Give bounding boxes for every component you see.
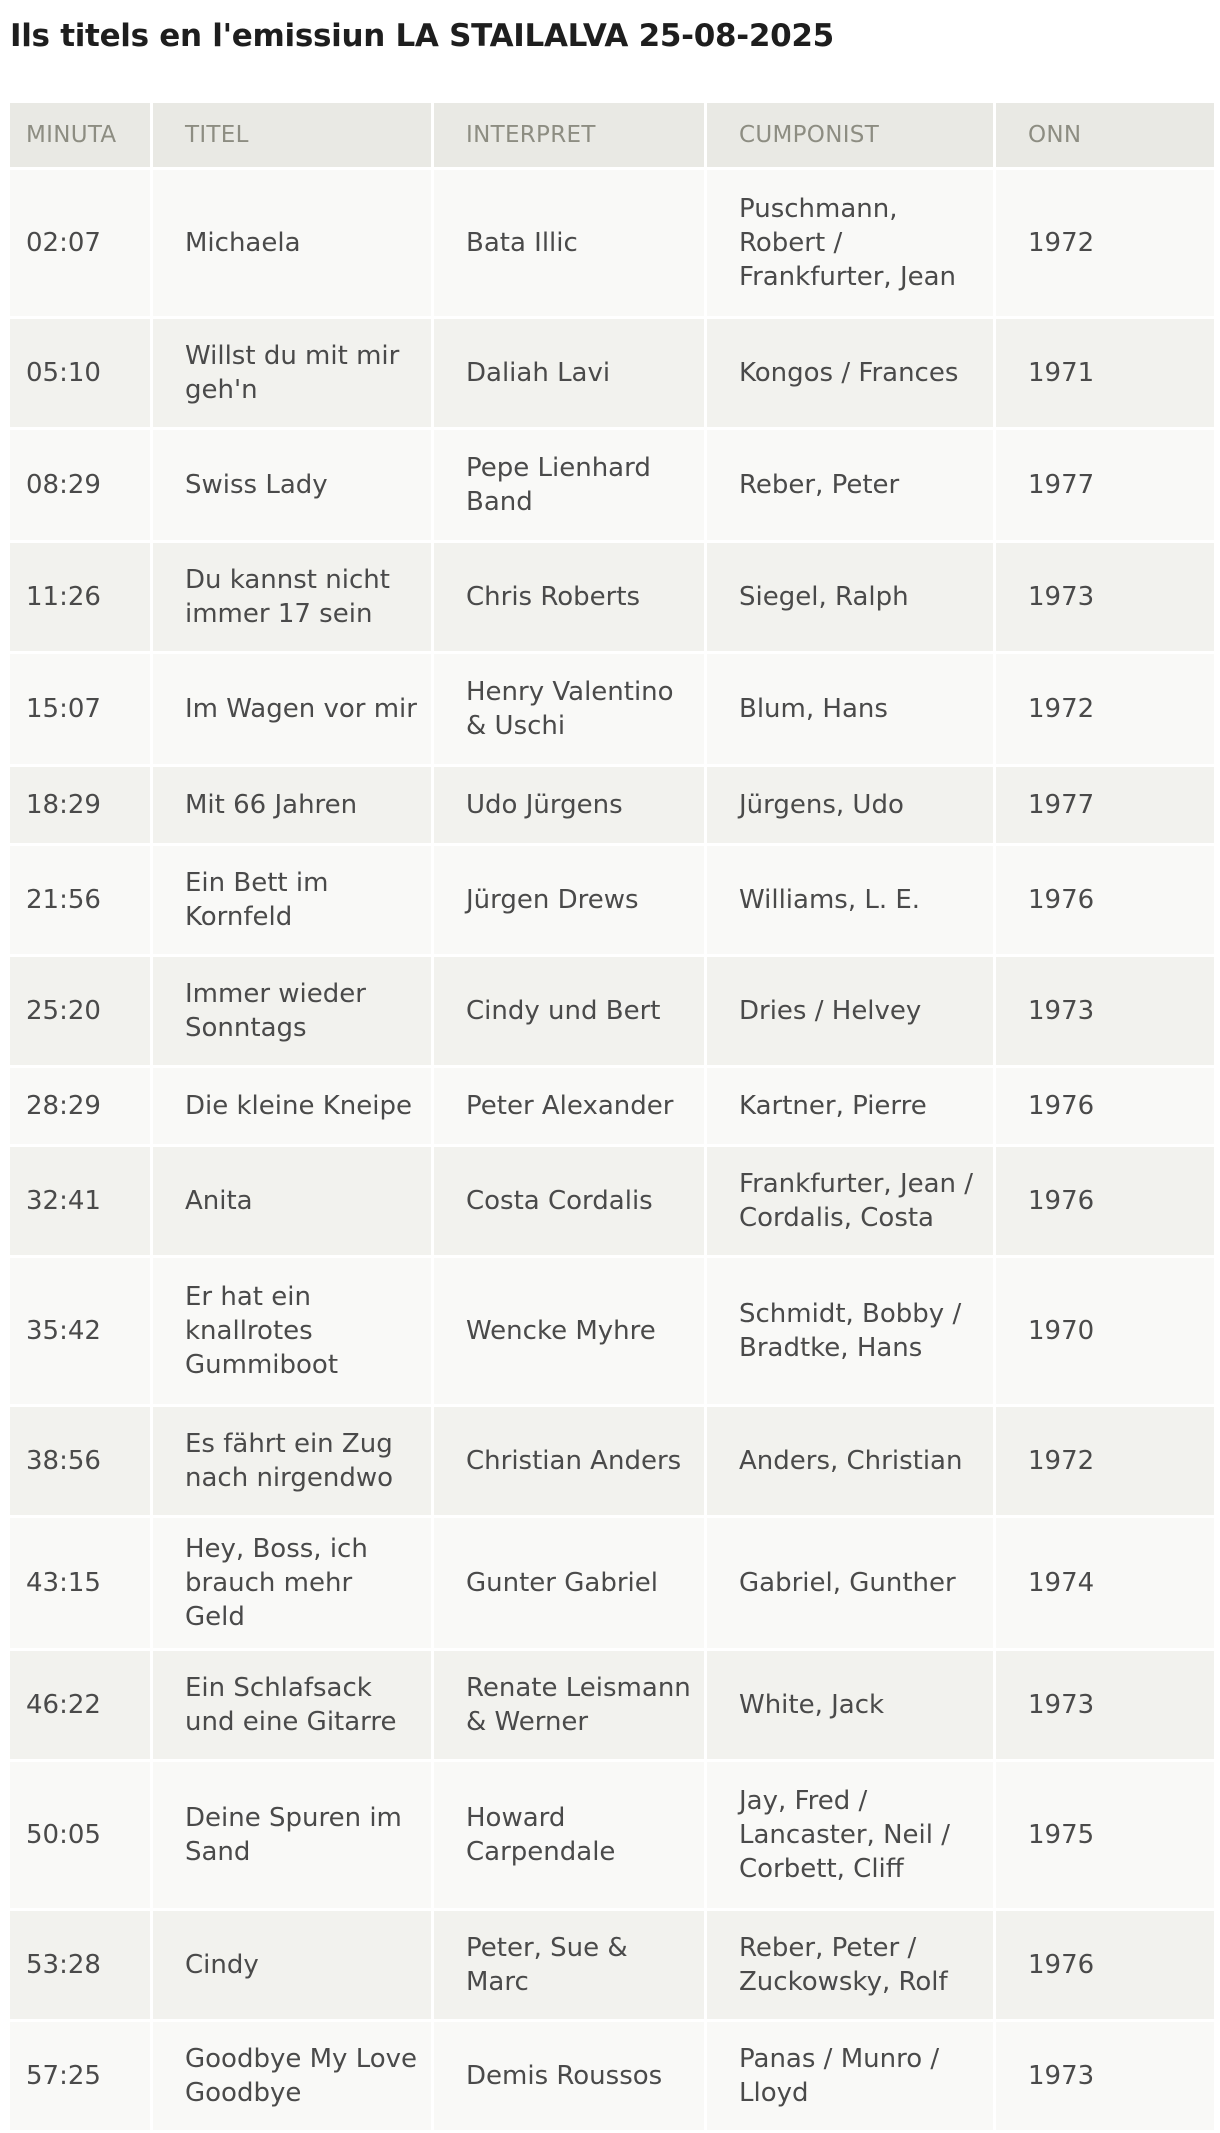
cell-artist: Renate Leismann & Werner bbox=[434, 1651, 704, 1759]
cell-title: Du kannst nicht immer 17 sein bbox=[153, 543, 431, 651]
cell-minute: 57:25 bbox=[10, 2022, 150, 2130]
cell-artist: Costa Cordalis bbox=[434, 1147, 704, 1255]
cell-artist: Jürgen Drews bbox=[434, 846, 704, 954]
cell-composer: Reber, Peter / Zuckowsky, Rolf bbox=[707, 1911, 993, 2019]
cell-composer: Frankfurter, Jean / Cordalis, Costa bbox=[707, 1147, 993, 1255]
cell-artist: Peter Alexander bbox=[434, 1068, 704, 1144]
cell-minute: 28:29 bbox=[10, 1068, 150, 1144]
cell-artist: Peter, Sue & Marc bbox=[434, 1911, 704, 2019]
table-row bbox=[10, 1651, 1214, 1759]
cell-minute: 32:41 bbox=[10, 1147, 150, 1255]
page-title: Ils titels en l'emissiun LA STAILALVA 25-08-2025 bbox=[10, 18, 834, 54]
cell-minute: 11:26 bbox=[10, 543, 150, 651]
cell-year: 1974 bbox=[996, 1518, 1214, 1648]
cell-artist: Bata Illic bbox=[434, 170, 704, 316]
cell-year: 1976 bbox=[996, 846, 1214, 954]
cell-minute: 43:15 bbox=[10, 1518, 150, 1648]
table-header bbox=[10, 103, 1214, 167]
cell-title: Willst du mit mir geh'n bbox=[153, 319, 431, 427]
cell-title: Er hat ein knallrotes Gummiboot bbox=[153, 1258, 431, 1404]
cell-composer: Puschmann, Robert / Frankfurter, Jean bbox=[707, 170, 993, 316]
cell-minute: 46:22 bbox=[10, 1651, 150, 1759]
cell-artist: Henry Valentino & Uschi bbox=[434, 654, 704, 764]
table-row bbox=[10, 1068, 1214, 1144]
cell-year: 1973 bbox=[996, 543, 1214, 651]
cell-year: 1972 bbox=[996, 654, 1214, 764]
header-minute: MINUTA bbox=[10, 103, 150, 167]
cell-composer: Dries / Helvey bbox=[707, 957, 993, 1065]
header-row bbox=[10, 103, 1214, 167]
cell-composer: Blum, Hans bbox=[707, 654, 993, 764]
table-row bbox=[10, 957, 1214, 1065]
cell-year: 1976 bbox=[996, 1147, 1214, 1255]
cell-minute: 53:28 bbox=[10, 1911, 150, 2019]
table-row bbox=[10, 430, 1214, 540]
cell-artist: Udo Jürgens bbox=[434, 767, 704, 843]
table-row bbox=[10, 1518, 1214, 1648]
table-body bbox=[10, 170, 1214, 2130]
cell-minute: 18:29 bbox=[10, 767, 150, 843]
cell-title: Die kleine Kneipe bbox=[153, 1068, 431, 1144]
cell-year: 1972 bbox=[996, 170, 1214, 316]
table-row bbox=[10, 846, 1214, 954]
cell-minute: 02:07 bbox=[10, 170, 150, 316]
cell-artist: Howard Carpendale bbox=[434, 1762, 704, 1908]
header-artist: INTERPRET bbox=[434, 103, 704, 167]
table-row bbox=[10, 2022, 1214, 2130]
cell-artist: Pepe Lienhard Band bbox=[434, 430, 704, 540]
cell-title: Goodbye My Love Goodbye bbox=[153, 2022, 431, 2130]
cell-artist: Cindy und Bert bbox=[434, 957, 704, 1065]
cell-composer: Gabriel, Gunther bbox=[707, 1518, 993, 1648]
table-row bbox=[10, 543, 1214, 651]
cell-year: 1977 bbox=[996, 430, 1214, 540]
table-row bbox=[10, 1407, 1214, 1515]
cell-composer: Kongos / Frances bbox=[707, 319, 993, 427]
cell-year: 1977 bbox=[996, 767, 1214, 843]
cell-minute: 50:05 bbox=[10, 1762, 150, 1908]
cell-title: Im Wagen vor mir bbox=[153, 654, 431, 764]
cell-composer: Williams, L. E. bbox=[707, 846, 993, 954]
cell-composer: Schmidt, Bobby / Bradtke, Hans bbox=[707, 1258, 993, 1404]
cell-minute: 35:42 bbox=[10, 1258, 150, 1404]
cell-minute: 05:10 bbox=[10, 319, 150, 427]
table-row bbox=[10, 319, 1214, 427]
cell-composer: Jürgens, Udo bbox=[707, 767, 993, 843]
cell-year: 1973 bbox=[996, 2022, 1214, 2130]
cell-composer: Reber, Peter bbox=[707, 430, 993, 540]
cell-year: 1971 bbox=[996, 319, 1214, 427]
cell-year: 1970 bbox=[996, 1258, 1214, 1404]
table-row bbox=[10, 767, 1214, 843]
table-row bbox=[10, 1147, 1214, 1255]
cell-year: 1976 bbox=[996, 1911, 1214, 2019]
cell-artist: Chris Roberts bbox=[434, 543, 704, 651]
cell-artist: Wencke Myhre bbox=[434, 1258, 704, 1404]
table-row bbox=[10, 654, 1214, 764]
cell-title: Cindy bbox=[153, 1911, 431, 2019]
table-row bbox=[10, 1762, 1214, 1908]
cell-title: Anita bbox=[153, 1147, 431, 1255]
cell-title: Michaela bbox=[153, 170, 431, 316]
cell-artist: Demis Roussos bbox=[434, 2022, 704, 2130]
cell-minute: 08:29 bbox=[10, 430, 150, 540]
cell-composer: Panas / Munro / Lloyd bbox=[707, 2022, 993, 2130]
cell-composer: Kartner, Pierre bbox=[707, 1068, 993, 1144]
cell-composer: Siegel, Ralph bbox=[707, 543, 993, 651]
cell-minute: 25:20 bbox=[10, 957, 150, 1065]
cell-title: Hey, Boss, ich brauch mehr Geld bbox=[153, 1518, 431, 1648]
table-row bbox=[10, 1258, 1214, 1404]
cell-minute: 15:07 bbox=[10, 654, 150, 764]
header-year: ONN bbox=[996, 103, 1214, 167]
cell-composer: Anders, Christian bbox=[707, 1407, 993, 1515]
cell-title: Ein Bett im Kornfeld bbox=[153, 846, 431, 954]
cell-title: Ein Schlafsack und eine Gitarre bbox=[153, 1651, 431, 1759]
cell-title: Es fährt ein Zug nach nirgendwo bbox=[153, 1407, 431, 1515]
cell-artist: Gunter Gabriel bbox=[434, 1518, 704, 1648]
header-composer: CUMPONIST bbox=[707, 103, 993, 167]
table-row bbox=[10, 170, 1214, 316]
cell-composer: White, Jack bbox=[707, 1651, 993, 1759]
cell-year: 1972 bbox=[996, 1407, 1214, 1515]
cell-title: Mit 66 Jahren bbox=[153, 767, 431, 843]
cell-title: Deine Spuren im Sand bbox=[153, 1762, 431, 1908]
cell-minute: 21:56 bbox=[10, 846, 150, 954]
table-row bbox=[10, 1911, 1214, 2019]
cell-year: 1973 bbox=[996, 1651, 1214, 1759]
header-title: TITEL bbox=[153, 103, 431, 167]
cell-artist: Christian Anders bbox=[434, 1407, 704, 1515]
cell-year: 1975 bbox=[996, 1762, 1214, 1908]
playlist-table bbox=[7, 100, 1217, 2133]
cell-year: 1976 bbox=[996, 1068, 1214, 1144]
cell-title: Immer wieder Sonntags bbox=[153, 957, 431, 1065]
cell-composer: Jay, Fred / Lancaster, Neil / Corbett, Cliff bbox=[707, 1762, 993, 1908]
cell-title: Swiss Lady bbox=[153, 430, 431, 540]
cell-minute: 38:56 bbox=[10, 1407, 150, 1515]
cell-year: 1973 bbox=[996, 957, 1214, 1065]
cell-artist: Daliah Lavi bbox=[434, 319, 704, 427]
